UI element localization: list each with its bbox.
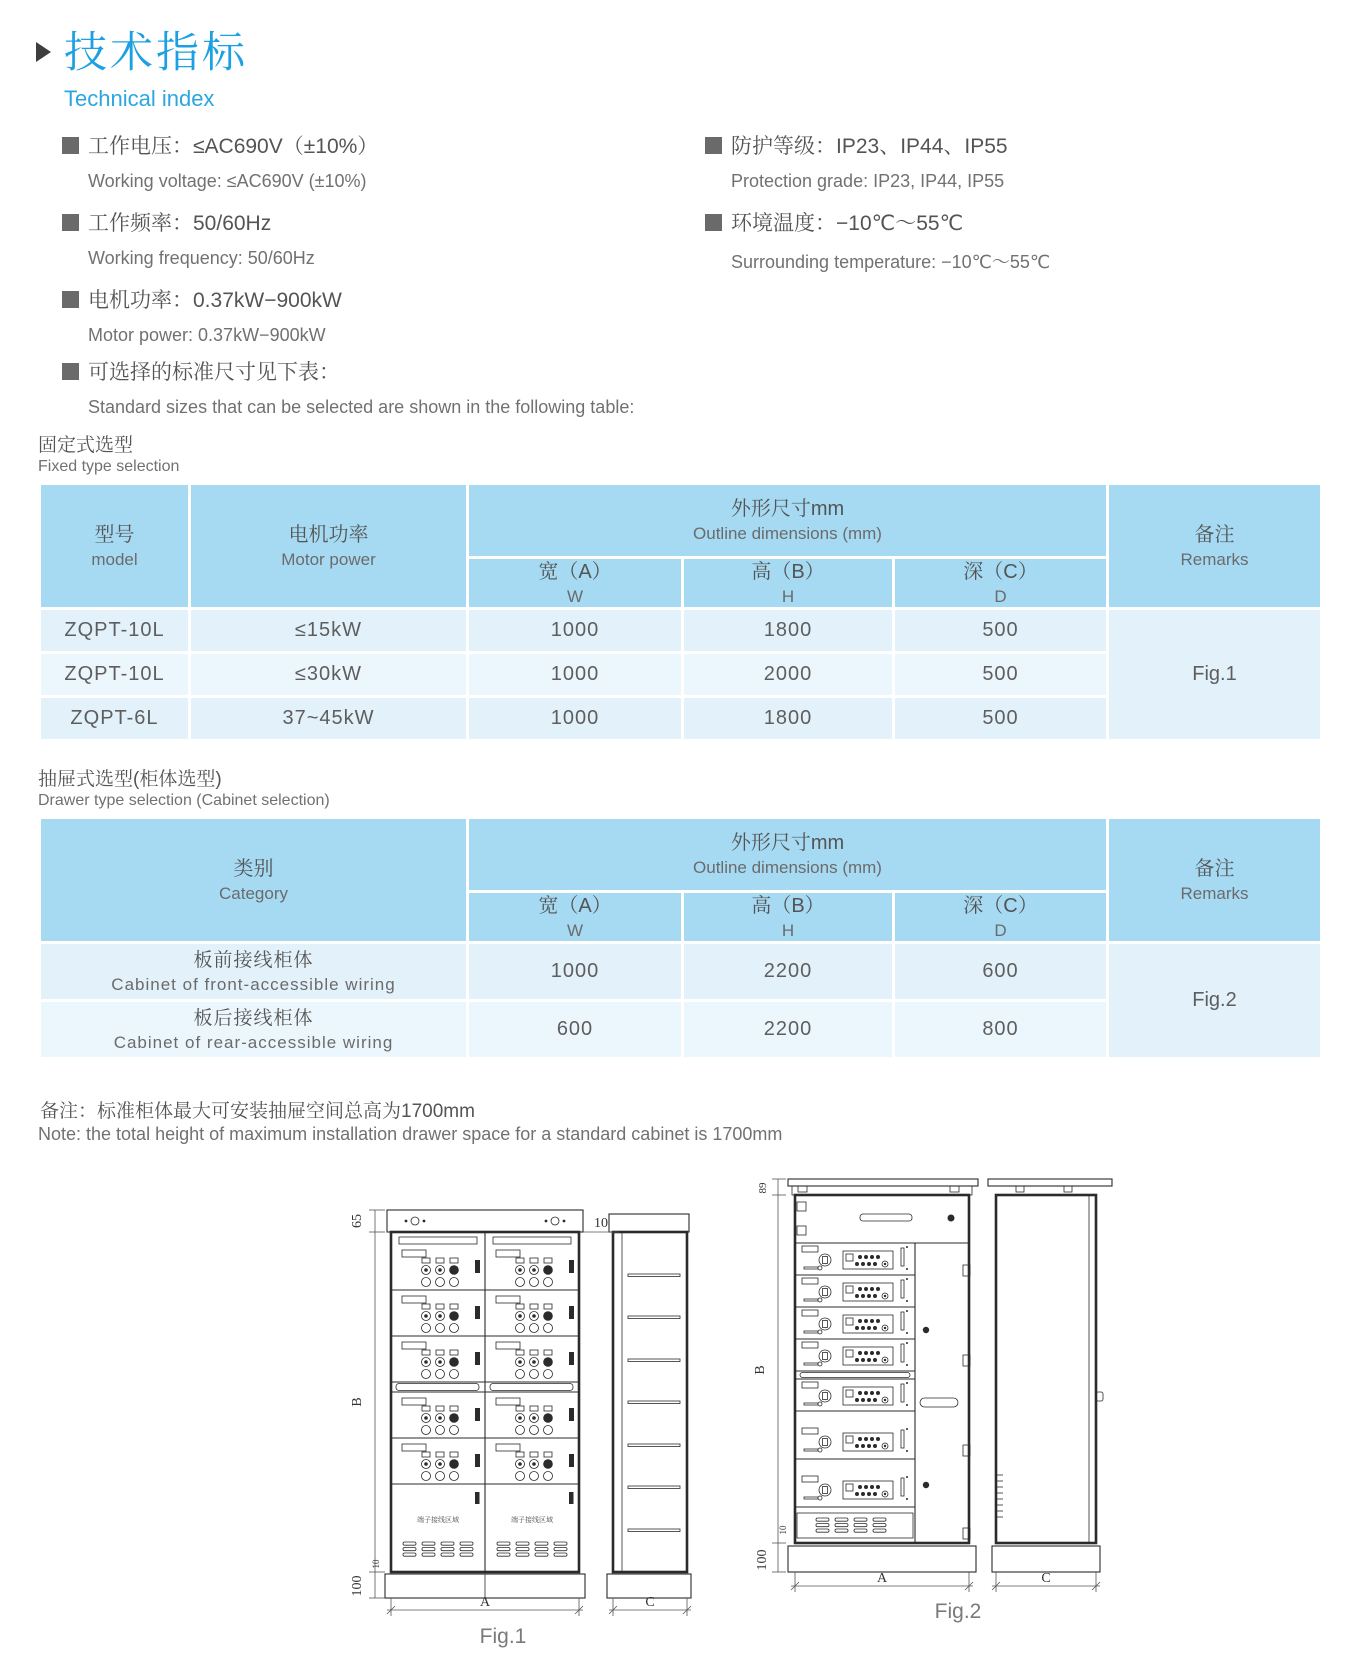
fig2-front-view	[788, 1179, 978, 1572]
table-row	[40, 943, 1322, 1001]
header-motor-cn: 电机功率	[288, 524, 369, 546]
cell-d: 600	[894, 943, 1108, 1001]
dim-label-top: 89	[757, 1182, 769, 1194]
cell-category-en: Cabinet of rear-accessible wiring	[113, 1032, 394, 1052]
header-h-en: H	[781, 921, 795, 940]
spec-cn-text: 环境温度：−10℃～55℃	[731, 212, 964, 235]
cell-category-cn: 板后接线柜体	[193, 1008, 314, 1030]
dim-label-height: B	[753, 1365, 768, 1375]
square-bullet-icon	[62, 363, 79, 380]
square-bullet-icon	[705, 137, 722, 154]
header-outline-cn: 外形尺寸mm	[730, 498, 845, 521]
header-remarks-cn: 备注	[1194, 858, 1235, 880]
table-intro	[62, 356, 962, 433]
cell-h: 2200	[683, 1001, 894, 1059]
header-category-en: Category	[219, 884, 288, 903]
square-bullet-icon	[62, 291, 79, 308]
table-row	[40, 609, 1322, 653]
header-cell-remarks	[1108, 484, 1322, 609]
header-cell-height	[683, 558, 894, 609]
square-bullet-icon	[62, 214, 79, 231]
dim-label-bottom-strip: 10	[778, 1525, 788, 1535]
fig1-drawer-units	[402, 1250, 574, 1481]
table-intro-cn	[62, 356, 962, 386]
fig1-terminal-area	[403, 1492, 574, 1556]
cell-d: 500	[894, 653, 1108, 697]
dim-label-depth: C	[645, 1595, 655, 1610]
drawer-type-section-label-en: Drawer type selection (Cabinet selection)	[38, 792, 330, 809]
fig1-drawing	[335, 1140, 725, 1650]
cell-h: 2000	[683, 653, 894, 697]
dim-label-plinth: 100	[755, 1549, 770, 1571]
spec-cn-text: 工作频率：50/60Hz	[88, 212, 272, 235]
header-cell-category	[40, 818, 468, 943]
dim-label-top-right: 10	[594, 1216, 608, 1231]
header-cell-width	[468, 892, 683, 943]
header-d-en: D	[994, 921, 1007, 940]
note-en: Note: the total height of maximum installation drawer space for a standard cabinet is 1700mm	[38, 1124, 783, 1144]
cell-w: 1000	[468, 653, 683, 697]
cell-category-cn: 板前接线柜体	[193, 950, 314, 972]
square-bullet-icon	[705, 214, 722, 231]
dim-label-width: A	[876, 1571, 888, 1586]
cell-h: 1800	[683, 697, 894, 741]
cell-d: 500	[894, 697, 1108, 741]
spec-list-right	[705, 130, 1325, 289]
header-cell-remarks	[1108, 818, 1322, 943]
header-cell-outline-dimensions	[468, 818, 1108, 892]
header-cell-height	[683, 892, 894, 943]
cell-motor: ≤15kW	[190, 609, 468, 653]
header-w-en: W	[566, 587, 584, 606]
header-w-cn: 宽（A）	[538, 895, 612, 917]
fig1-side-view	[607, 1214, 691, 1598]
fig2-drawer-units	[802, 1246, 908, 1500]
header-h-cn: 高（B）	[751, 895, 825, 917]
header-d-en: D	[994, 587, 1007, 606]
header-cell-depth	[894, 558, 1108, 609]
fig2-vent-panel	[797, 1513, 913, 1538]
spec-protection-grade-en: Protection grade: IP23, IP44, IP55	[731, 171, 1005, 191]
header-cell-width	[468, 558, 683, 609]
cell-w: 1000	[468, 697, 683, 741]
header-model-cn: 型号	[94, 524, 135, 546]
dim-label-bottom-strip: 10	[371, 1559, 381, 1569]
spec-surrounding-temperature-en: Surrounding temperature: −10℃～55℃	[731, 252, 1051, 272]
spec-cn-text: 电机功率：0.37kW−900kW	[88, 289, 342, 312]
square-bullet-icon	[62, 137, 79, 154]
cell-model: ZQPT-6L	[40, 697, 190, 741]
spec-motor-power-en: Motor power: 0.37kW−900kW	[88, 325, 326, 345]
spec-list-left	[62, 130, 682, 361]
cell-model: ZQPT-10L	[40, 653, 190, 697]
spec-protection-grade	[705, 130, 1325, 160]
header-outline-cn: 外形尺寸mm	[730, 832, 845, 855]
header-d-cn: 深（C）	[963, 895, 1038, 917]
header-d-cn: 深（C）	[963, 561, 1038, 583]
cell-remark-fig2: Fig.2	[1108, 943, 1322, 1059]
table-intro-en: Standard sizes that can be selected are shown in the following table:	[88, 397, 635, 417]
header-cell-model	[40, 484, 190, 609]
cell-d: 800	[894, 1001, 1108, 1059]
spec-cn-text: 工作电压：≤AC690V（±10%）	[88, 135, 379, 158]
header-cell-depth	[894, 892, 1108, 943]
cell-category-rear-wiring	[40, 1001, 468, 1059]
spec-surrounding-temperature	[705, 207, 1325, 237]
spec-working-frequency	[62, 207, 682, 237]
fig2-drawing	[720, 1130, 1150, 1640]
fixed-type-section-label-en: Fixed type selection	[38, 458, 180, 475]
cell-w: 1000	[468, 943, 683, 1001]
drawer-type-section-label-cn: 抽屉式选型(柜体选型)	[38, 769, 222, 790]
spec-working-voltage	[62, 130, 682, 160]
header-remarks-en: Remarks	[1180, 550, 1249, 569]
header-outline-en: Outline dimensions (mm)	[693, 524, 882, 544]
cell-motor: 37~45kW	[190, 697, 468, 741]
fig2-dimensions	[753, 1179, 1100, 1592]
dim-label-top: 65	[350, 1214, 365, 1228]
cell-w: 1000	[468, 609, 683, 653]
spec-cn-text: 可选择的标准尺寸见下表：	[88, 361, 340, 384]
terminal-area-label: 端子接线区域	[417, 1517, 459, 1524]
dim-label-plinth: 100	[350, 1575, 365, 1597]
cell-w: 600	[468, 1001, 683, 1059]
header-w-en: W	[566, 921, 584, 940]
cell-h: 2200	[683, 943, 894, 1001]
dim-label-width: A	[479, 1595, 491, 1610]
cell-category-front-wiring	[40, 943, 468, 1001]
fixed-type-table	[38, 482, 1323, 742]
header-outline-en: Outline dimensions (mm)	[693, 858, 882, 878]
spec-working-voltage-en: Working voltage: ≤AC690V (±10%)	[88, 171, 367, 191]
cell-remark-fig1: Fig.1	[1108, 609, 1322, 741]
drawer-type-table	[38, 816, 1323, 1060]
cell-motor: ≤30kW	[190, 653, 468, 697]
header-motor-en: Motor power	[281, 550, 376, 569]
cell-category-en: Cabinet of front-accessible wiring	[111, 974, 396, 994]
page-subtitle: Technical index	[64, 86, 215, 111]
dim-label-depth: C	[1041, 1571, 1051, 1586]
spec-working-frequency-en: Working frequency: 50/60Hz	[88, 248, 315, 268]
fig2-door	[920, 1265, 970, 1539]
header-remarks-en: Remarks	[1180, 884, 1249, 903]
page-title: 技术指标	[64, 29, 248, 77]
fig2-caption: Fig.2	[934, 1600, 982, 1623]
section-arrow-icon	[36, 42, 51, 62]
note-cn: 备注：标准柜体最大可安装抽屉空间总高为1700mm	[40, 1101, 475, 1122]
fig1-front-view	[385, 1210, 585, 1598]
fig1-caption: Fig.1	[479, 1625, 527, 1648]
header-cell-outline-dimensions	[468, 484, 1108, 558]
fig2-side-view	[988, 1179, 1112, 1572]
header-cell-motor-power	[190, 484, 468, 609]
fixed-type-section-label-cn: 固定式选型	[38, 435, 134, 456]
spec-motor-power	[62, 284, 682, 314]
dim-label-height: B	[350, 1397, 365, 1407]
header-w-cn: 宽（A）	[538, 561, 612, 583]
cell-d: 500	[894, 609, 1108, 653]
header-h-en: H	[781, 587, 795, 606]
cell-h: 1800	[683, 609, 894, 653]
header-remarks-cn: 备注	[1194, 524, 1235, 546]
header-model-en: model	[91, 550, 138, 569]
cell-model: ZQPT-10L	[40, 609, 190, 653]
terminal-area-label: 端子接线区域	[511, 1517, 553, 1524]
header-category-cn: 类别	[233, 858, 274, 880]
spec-cn-text: 防护等级：IP23、IP44、IP55	[731, 135, 1008, 158]
header-h-cn: 高（B）	[751, 561, 825, 583]
